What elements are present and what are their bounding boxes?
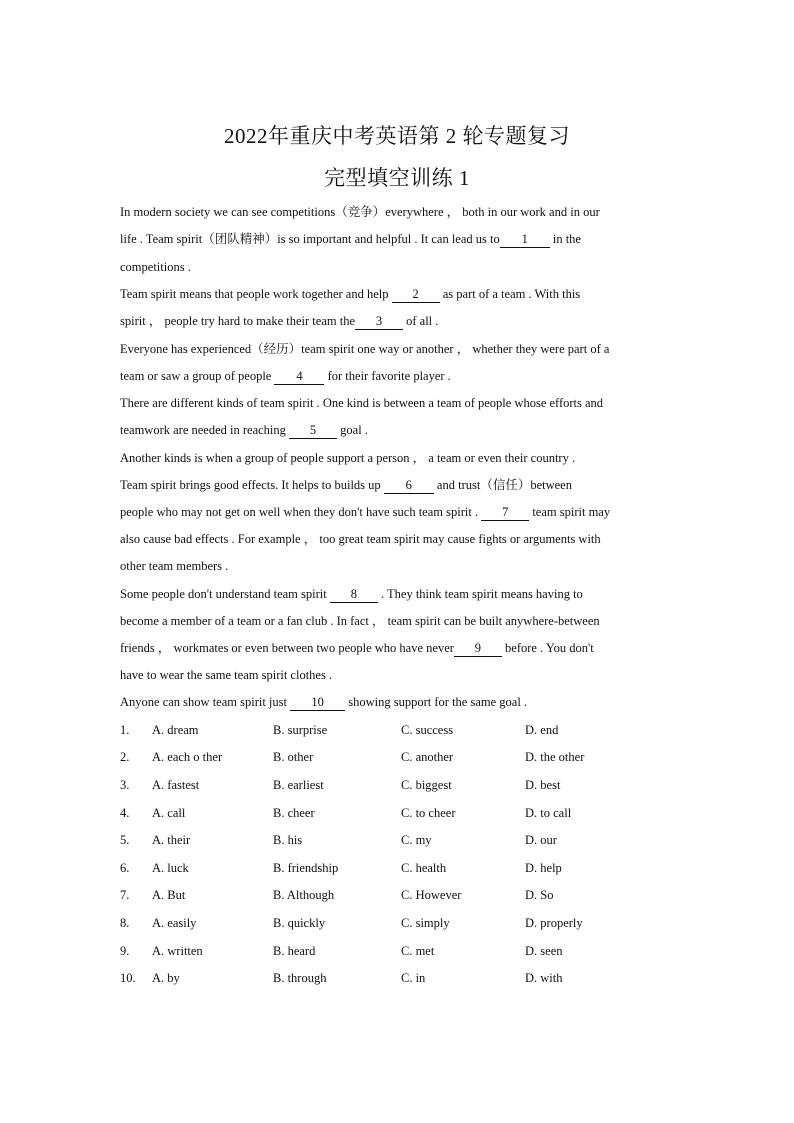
question-number: 8.	[120, 916, 130, 930]
option-d: D. with	[525, 971, 563, 985]
question-options	[120, 943, 700, 959]
option-c: C. simply	[401, 916, 450, 930]
option-d: D. end	[525, 723, 559, 737]
option-a: A. But	[152, 888, 186, 902]
option-b: B. quickly	[273, 916, 326, 930]
passage-line: life . Team spirit（团队精神）is so important and helpful . It can lead us to 1 in the	[120, 232, 581, 246]
blank-1: 1	[500, 233, 550, 248]
question-options	[120, 832, 700, 848]
document-subtitle: 完型填空训练 1	[324, 166, 470, 190]
passage-line: teamwork are needed in reaching 5 goal .	[120, 423, 368, 437]
option-d: D. properly	[525, 916, 583, 930]
blank-10: 10	[290, 696, 345, 711]
option-c: C. in	[401, 971, 426, 985]
document-title: 2022年重庆中考英语第 2 轮专题复习	[224, 124, 570, 148]
passage-line: Anyone can show team spirit just 10 showing support for the same goal .	[120, 695, 528, 709]
question-options	[120, 860, 700, 876]
passage-line: friends ， workmates or even between two people who have never 9 before . You don't	[120, 641, 594, 655]
blank-5: 5	[289, 424, 337, 439]
option-a: A. by	[152, 971, 180, 985]
option-c: C. my	[401, 833, 432, 847]
option-d: D. the other	[525, 750, 585, 764]
passage-line: Everyone has experienced（经历）team spirit one way or another ， whether they were part of a	[120, 342, 610, 356]
passage-line: competitions .	[120, 260, 191, 274]
question-options	[120, 887, 700, 903]
option-c: C. However	[401, 888, 462, 902]
passage-line: become a member of a team or a fan club . In fact ， team spirit can be built anywhere-between	[120, 614, 600, 628]
question-options	[120, 915, 700, 931]
question-number: 3.	[120, 778, 130, 792]
option-c: C. success	[401, 723, 454, 737]
blank-7: 7	[481, 506, 529, 521]
blank-8: 8	[330, 588, 378, 603]
passage-line: have to wear the same team spirit clothes .	[120, 668, 333, 682]
option-a: A. their	[152, 833, 191, 847]
option-b: B. other	[273, 750, 314, 764]
option-b: B. through	[273, 971, 327, 985]
option-d: D. our	[525, 833, 557, 847]
option-a: A. dream	[152, 723, 199, 737]
option-d: D. seen	[525, 944, 563, 958]
question-number: 4.	[120, 806, 130, 820]
passage-line: team or saw a group of people 4 for their favorite player .	[120, 369, 451, 383]
question-number: 1.	[120, 723, 130, 737]
option-b: B. Although	[273, 888, 335, 902]
question-number: 6.	[120, 861, 130, 875]
option-b: B. surprise	[273, 723, 328, 737]
question-number: 2.	[120, 750, 130, 764]
passage-line: other team members .	[120, 559, 229, 573]
passage-line: people who may not get on well when they don't have such team spirit . 7 team spirit may	[120, 505, 611, 519]
blank-3: 3	[355, 315, 403, 330]
option-a: A. call	[152, 806, 186, 820]
passage-line: In modern society we can see competitions（竞争）everywhere ， both in our work and in our	[120, 205, 600, 219]
passage-line: Another kinds is when a group of people support a person ， a team or even their country .	[120, 451, 576, 465]
question-number: 7.	[120, 888, 130, 902]
option-b: B. friendship	[273, 861, 339, 875]
question-number: 5.	[120, 833, 130, 847]
question-options	[120, 970, 700, 986]
option-d: D. best	[525, 778, 561, 792]
option-a: A. fastest	[152, 778, 200, 792]
option-b: B. heard	[273, 944, 316, 958]
option-d: D. to call	[525, 806, 572, 820]
option-a: A. written	[152, 944, 203, 958]
option-b: B. earliest	[273, 778, 324, 792]
passage-line: Team spirit means that people work together and help 2 as part of a team . With this	[120, 287, 581, 301]
blank-9: 9	[454, 642, 502, 657]
option-d: D. help	[525, 861, 562, 875]
option-c: C. to cheer	[401, 806, 456, 820]
passage-line: Some people don't understand team spirit 8 . They think team spirit means having to	[120, 587, 583, 601]
blank-6: 6	[384, 479, 434, 494]
question-options	[120, 805, 700, 821]
passage-line: also cause bad effects . For example ， too great team spirit may cause fights or arguments with	[120, 532, 601, 546]
passage-line: Team spirit brings good effects. It helps to builds up 6 and trust（信任）between	[120, 478, 572, 492]
question-options	[120, 722, 700, 738]
question-number: 10.	[120, 971, 136, 985]
option-a: A. luck	[152, 861, 189, 875]
option-c: C. health	[401, 861, 447, 875]
option-c: C. met	[401, 944, 435, 958]
question-number: 9.	[120, 944, 130, 958]
option-b: B. his	[273, 833, 303, 847]
question-options	[120, 777, 700, 793]
passage-line: There are different kinds of team spirit . One kind is between a team of people whose efforts and	[120, 396, 604, 410]
blank-2: 2	[392, 288, 440, 303]
option-b: B. cheer	[273, 806, 315, 820]
option-a: A. easily	[152, 916, 197, 930]
question-options	[120, 749, 700, 765]
option-a: A. each o ther	[152, 750, 223, 764]
option-d: D. So	[525, 888, 554, 902]
passage-line: spirit ， people try hard to make their team the 3 of all .	[120, 314, 439, 328]
option-c: C. another	[401, 750, 454, 764]
blank-4: 4	[274, 370, 324, 385]
option-c: C. biggest	[401, 778, 452, 792]
